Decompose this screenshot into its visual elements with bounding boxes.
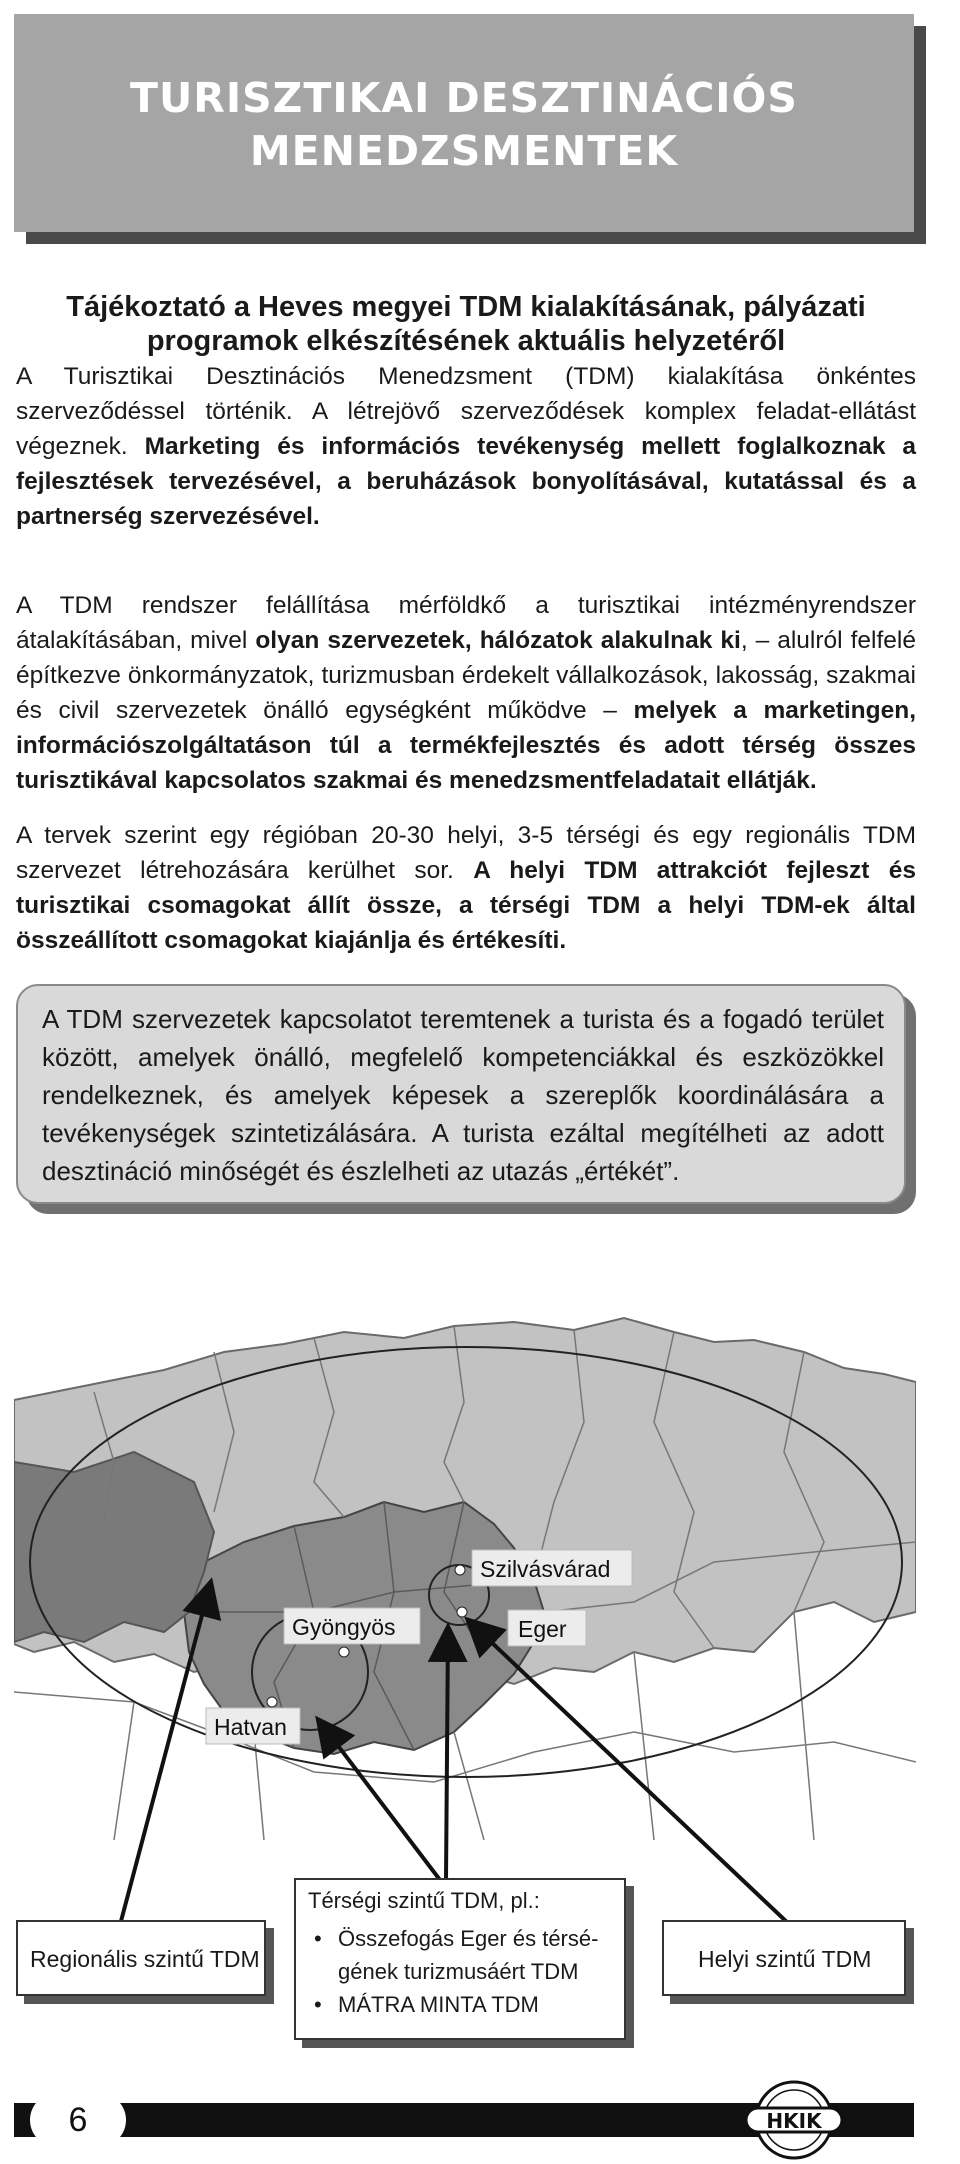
page-title-line2: MENEDZSMENTEK bbox=[249, 127, 679, 175]
paragraph-2-bold-a: olyan szervezetek, hálózatok alakulnak ki bbox=[255, 627, 741, 654]
hkik-logo bbox=[742, 2078, 846, 2162]
arrow-terseg-gyongyos bbox=[320, 1722, 440, 1880]
page-title-line1: TURISZTIKAI DESZTINÁCIÓS bbox=[130, 74, 798, 122]
highlight-box-text: A TDM szervezetek kapcsolatot teremtenek a turista és a fogadó terület között, amelyek önálló, megfelelő kompetenciákkal és eszközökkel rendelkeznek, és amelyek képesek a szereplők koordinálására a tevékenységek szintetizálására. A turista ezáltal megítélheti az adott desztináció minőségét és észlelheti az utazás „értékét”. bbox=[42, 1004, 884, 1186]
paragraph-2-text-a: A TDM rendszer felállítása mérföldkő a turisztikai intézményrendszer átalakításában, mivel bbox=[16, 592, 916, 654]
paragraph-1-bold: Marketing és információs tevékenység mellett foglalkoznak a fejlesztések tervezésével, a beruházások bonyolításával, kutatással és a partnerség szervezésével. bbox=[16, 433, 916, 530]
paragraph-2-text-b: , – alulról felfelé építkezve önkormányzatok, turizmusban érdekelt vállalkozások, lakosság, szakmai és civil szervezetek önálló egységként működve – bbox=[16, 627, 916, 724]
paragraph-3-text: A tervek szerint egy régióban 20-30 helyi, 3-5 térségi és egy regionális TDM szervezet létrehozására kerülhet sor. bbox=[16, 822, 916, 884]
callout-terseg-list bbox=[308, 1922, 598, 2021]
page-number-pill bbox=[30, 2093, 126, 2147]
callout-local bbox=[662, 1920, 906, 1996]
paragraph-1-text: A Turisztikai Desztinációs Menedzsment (TDM) kialakítása önkéntes szerveződéssel történik. A létrejövő szerveződések komplex feladat-ellátást végeznek. bbox=[16, 363, 916, 460]
subtitle-line2: programok elkészítésének aktuális helyzetéről bbox=[146, 325, 786, 357]
callout-terseg-item-2: • MÁTRA MINTA TDM bbox=[308, 1988, 598, 2021]
page-number: 6 bbox=[68, 2101, 88, 2139]
map-label-gyongyos: Gyöngyös bbox=[292, 1614, 396, 1640]
map-label-eger: Eger bbox=[518, 1616, 567, 1642]
hkik-logo-text: HKIK bbox=[766, 2109, 822, 2133]
subtitle-line1: Tájékoztató a Heves megyei TDM kialakításának, pályázati bbox=[66, 291, 866, 323]
callout-terseg bbox=[294, 1878, 626, 2040]
paragraph-3-bold: A helyi TDM attrakciót fejleszt és turisztikai csomagokat állít össze, a térségi TDM a helyi TDM-ek által összeállított csomagokat kiajánlja és értékesíti. bbox=[16, 857, 917, 954]
map-label-szilvasvarad: Szilvásvárad bbox=[480, 1556, 611, 1582]
map-label-hatvan: Hatvan bbox=[214, 1714, 287, 1740]
callout-local-label: Helyi szintű TDM bbox=[698, 1946, 872, 1972]
callout-terseg-title: Térségi szintű TDM, pl.: bbox=[308, 1888, 540, 1913]
callout-regional-label: Regionális szintű TDM bbox=[30, 1946, 260, 1972]
paragraph-2-bold-b: melyek a marketingen, információszolgáltatáson túl a termékfejlesztés és adott térség összes turisztikával kapcsolatos szakmai és menedzsmentfeladatait ellátják. bbox=[16, 697, 917, 794]
arrow-terseg-eger bbox=[446, 1630, 448, 1880]
callout-terseg-item-1: • Összefogás Eger és térsé- gének turizmusáért TDM bbox=[308, 1922, 598, 1988]
arrow-regional bbox=[120, 1585, 210, 1925]
callout-regional bbox=[16, 1920, 266, 1996]
